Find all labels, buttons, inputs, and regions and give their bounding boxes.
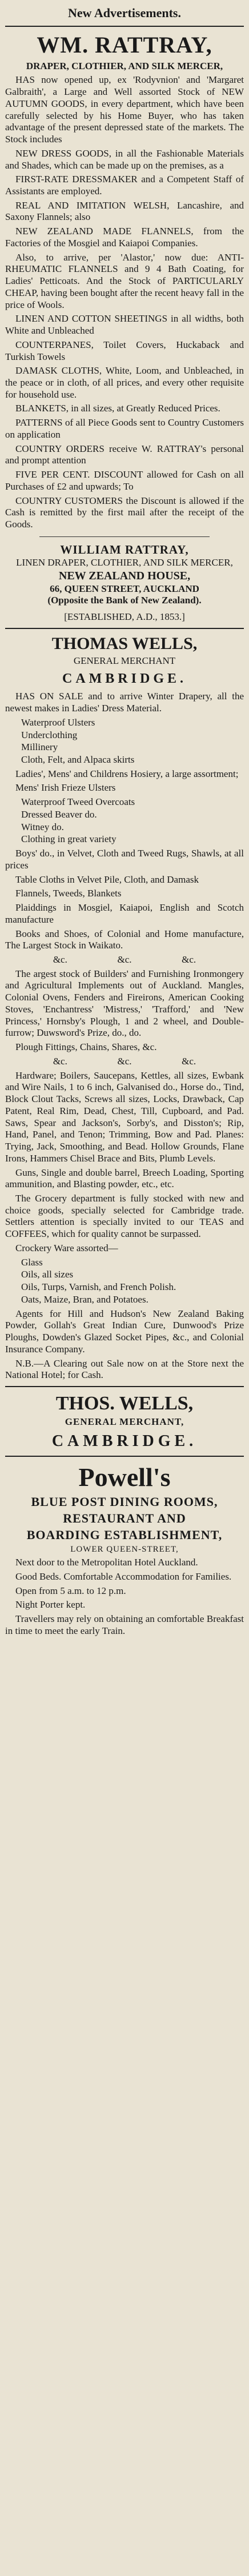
list-item: Oils, all sizes [21,1269,74,1280]
advertiser-name: Powell's [78,1463,171,1492]
address: 66, QUEEN STREET, AUCKLAND [50,583,199,594]
ad-paragraph: Table Cloths in Velvet Pile, Cloth, and Damask [15,874,199,885]
item-list [21,796,244,846]
list-item: Clothing in great variety [21,834,117,845]
house-name: NEW ZEALAND HOUSE, [58,570,191,583]
divider [5,1456,244,1457]
advertiser-place: CAMBRIDGE. [51,1432,198,1451]
ad-paragraph: Mens' Irish Frieze Ulsters [15,782,116,794]
established-note: [ESTABLISHED, A.D., 1853.] [64,611,185,622]
street-address: LOWER QUEEN-STREET, [70,1544,179,1554]
ad-paragraph: HAS now opened up, ex 'Rodyvnion' and 'Margaret Galbraith', a Large and Well assorted Stock of NEW AUTUMN GOODS, in every department, which have been carefully selected by his Home Buyer, who has taken advantage of the present depressed state of the markets. The Stock includes [5,74,244,145]
advertiser-trade: GENERAL MERCHANT, [65,1416,184,1428]
list-item: Underclothing [21,729,78,740]
ad-paragraph: N.B.—A Clearing out Sale now on at the Store next the National Hotel; for Cash. [5,1357,244,1381]
advertiser-name: WM. RATTRAY, [37,31,212,58]
etc-mark: &c. [182,1055,196,1067]
item-list [21,1257,244,1306]
etc-mark: &c. [117,1055,132,1067]
advertiser-name: THOS. WELLS, [55,1392,194,1414]
business-line: BLUE POST DINING ROOMS, [31,1495,218,1509]
ad-paragraph: Travellers may rely on obtaining an comfortable Breakfast in time to meet the early Train. [5,1613,244,1636]
list-item: Glass [21,1256,43,1268]
ad-paragraph: Good Beds. Comfortable Accommodation for Families. [15,1571,232,1582]
business-line: RESTAURANT AND [63,1511,186,1526]
divider [39,536,210,537]
etc-mark: &c. [53,954,67,966]
ad-paragraph: Crockery Ware assorted— [15,1242,118,1253]
ad-paragraph: COUNTERPANES, Toilet Covers, Huckaback and Turkish Towels [5,339,244,362]
section-header: New Advertisements. [68,6,181,20]
advertiser-name: WILLIAM RATTRAY, [60,542,189,556]
ad-paragraph: The Grocery department is fully stocked with new and choice goods, specially selected for Cambridge trade. Settlers attention is specially invited to our TEAS and COFFEES, which for quality cannot be surpassed. [5,1192,244,1240]
list-item: Oats, Maize, Bran, and Potatoes. [21,1293,148,1305]
rattray-card [5,543,244,623]
ad-paragraph: REAL AND IMITATION WELSH, Lancashire, and Saxony Flannels; also [5,199,244,223]
ad-paragraph: FIVE PER CENT. DISCOUNT allowed for Cash on all Purchases of £2 and upwards; To [5,469,244,492]
ad-paragraph: Plaiddings in Mosgiel, Kaiapoi, English and Scotch manufacture [5,902,244,925]
item-list [21,717,244,766]
ad-paragraph: Ladies', Mens' and Childrens Hosiery, a large assortment; [15,768,239,779]
ad-paragraph: Next door to the Metropolitan Hotel Auckland. [15,1557,198,1568]
wells-card [5,1392,244,1451]
list-item: Millinery [21,742,58,753]
list-item: Dressed Beaver do. [21,808,97,820]
etc-mark: &c. [182,954,196,966]
ad-paragraph: Books and Shoes, of Colonial and Home manufacture, The Largest Stock in Waikato. [5,928,244,951]
list-item: Witney do. [21,821,64,832]
ad-paragraph: HAS ON SALE and to arrive Winter Drapery, all the newest makes in Ladies' Dress Material. [5,691,244,714]
address-note: (Opposite the Bank of New Zealand). [47,595,202,606]
ad-paragraph: Open from 5 a.m. to 12 p.m. [15,1585,126,1596]
etcetera-line [28,1056,221,1068]
etcetera-line [28,954,221,966]
divider [5,1386,244,1387]
ad-paragraph: Flannels, Tweeds, Blankets [15,888,122,899]
ad-paragraph: DAMASK CLOTHS, White, Loom, and Unbleached, in the peace or in cloth, of all prices, and every other requisite for household use. [5,365,244,400]
newspaper-column [5,0,244,1637]
ad-paragraph: NEW DRESS GOODS, in all the Fashionable Materials and Shades, which can be made up on the premises, as a [5,147,244,171]
ad-paragraph: Night Porter kept. [15,1599,86,1610]
divider [5,628,244,629]
advertiser-trade: LINEN DRAPER, CLOTHIER, AND SILK MERCER, [16,557,233,568]
ad-paragraph: BLANKETS, in all sizes, at Greatly Reduced Prices. [15,403,220,414]
ad-paragraph: Hardware; Boilers, Saucepans, Kettles, all sizes, Ewbank and Wire Nails, 1 to 6 inch, Galvanised do., Horse do., Tind, Block Clout Tacks, Screws all sizes, Locks, Drawback, Cap Patent, Real Rim, Dead, Chest, Till, Cupboard, and Pad. Saws, Spear and Jackson's, Sorby's, and Disston's; Rip, Hand, Panel, and Tenon; Trimming, Bow and Pad. Planes: Trying, Jack, Smoothing, and Bead. Hollow Grounds, Flane Irons, Hammers Chisel Brace and Bits, Plumb Levels. [5,1069,244,1164]
ad-paragraph: PATTERNS of all Piece Goods sent to Country Customers on application [5,417,244,440]
advertiser-trade: DRAPER, CLOTHIER, AND SILK MERCER, [26,60,223,71]
ad-paragraph: Agents for Hill and Hudson's New Zealand Baking Powder, Gollah's Great Indian Cure, Dunwood's Prize Ploughs, Dowden's Glazed Socket Pipes, &c., and Colonial Insurance Company. [5,1308,244,1355]
wells-advertisement [5,634,244,1381]
list-item: Waterproof Ulsters [21,716,95,728]
ad-paragraph: Guns, Single and double barrel, Breech Loading, Sporting ammunition, and Blasting powder, etc., etc. [5,1167,244,1190]
ad-paragraph: Boys' do., in Velvet, Cloth and Tweed Rugs, Shawls, at all prices [5,848,244,871]
business-line: BOARDING ESTABLISHMENT, [26,1528,223,1543]
advertiser-trade: GENERAL MERCHANT [73,655,176,667]
ad-paragraph: FIRST-RATE DRESSMAKER and a Competent Staff of Assistants are employed. [5,174,244,197]
etc-mark: &c. [117,954,132,966]
list-item: Waterproof Tweed Overcoats [21,796,135,808]
ad-paragraph: COUNTRY CUSTOMERS the Discount is allowed if the Cash is remitted by the first mail after the receipt of the Goods. [5,495,244,530]
ad-paragraph: Plough Fittings, Chains, Shares, &c. [15,1041,157,1053]
ad-paragraph: NEW ZEALAND MADE FLANNELS, from the Factories of the Mosgiel and Kaiapoi Companies. [5,226,244,249]
powell-advertisement [5,1461,244,1637]
advertiser-name: THOMAS WELLS, [51,634,198,653]
advertiser-place: CAMBRIDGE. [62,671,187,687]
list-item: Cloth, Felt, and Alpaca skirts [21,754,135,765]
list-item: Oils, Turps, Varnish, and French Polish. [21,1281,176,1293]
ad-paragraph: LINEN AND COTTON SHEETINGS in all widths, both White and Unbleached [5,313,244,336]
ad-paragraph: Also, to arrive, per 'Alastor,' now due: ANTI-RHEUMATIC FLANNELS and 9 4 Bath Coating, for Ladies' Petticoats. And the Stock of PARTICULARLY CHEAP, having been bought after the recent heavy fall in the price of Wools. [5,251,244,310]
divider [5,26,244,27]
ad-paragraph: COUNTRY ORDERS receive W. RATTRAY's personal and prompt attention [5,443,244,466]
etc-mark: &c. [53,1055,67,1067]
ad-paragraph: The argest stock of Builders' and Furnishing Ironmongery and Agricultural Implements out of Auckland. Mangles, Colonial Ovens, Fenders and Fireirons, American Cooking Stoves, 'Enchantress' 'Mistress,' 'Trafford,' and 'New Princess,' Hornsby's Plough, 1 and 2 wheel, and Double-furrow; Duwsword's Prize, do., do. [5,968,244,1039]
rattray-advertisement [5,31,244,531]
